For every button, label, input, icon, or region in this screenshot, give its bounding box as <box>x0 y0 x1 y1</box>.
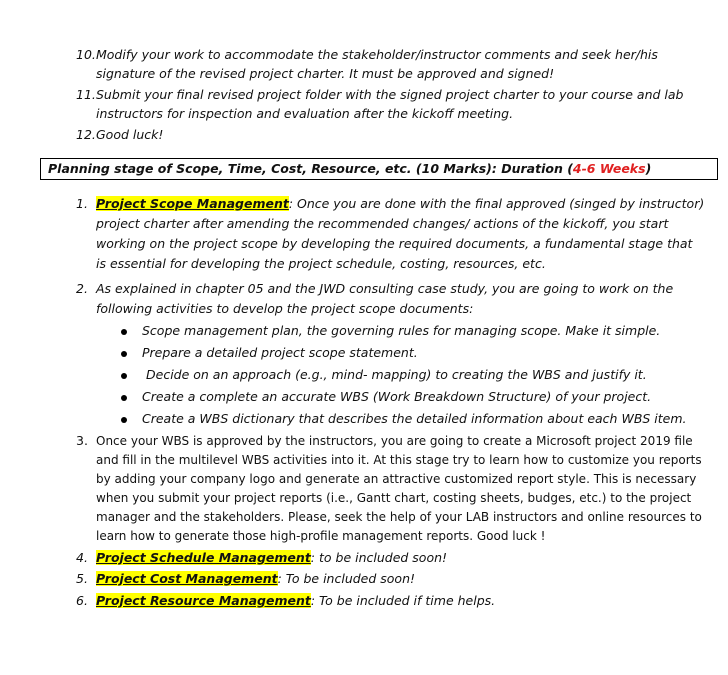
item-3-line-2: and fill in the multilevel WBS activities into it. At this stage try to learn how to customize you reports <box>96 453 702 467</box>
item-number: 1. <box>76 196 88 211</box>
item-2-line-2: following activities to develop the project scope documents: <box>96 301 474 316</box>
item-6-line <box>96 592 495 610</box>
duration-text: 4-6 Weeks <box>572 161 646 176</box>
item-10-line-1: Modify your work to accommodate the stakeholder/instructor comments and seek her/his <box>96 47 658 62</box>
item-11-line-2: instructors for inspection and evaluation after the kickoff meeting. <box>96 106 514 121</box>
item-number: 4. <box>76 550 88 565</box>
bullet-item: Prepare a detailed project scope statement. <box>142 345 418 360</box>
bullet-icon <box>121 395 127 401</box>
item-10-line-2: signature of the revised project charter. It must be approved and signed! <box>96 66 555 81</box>
item-3-line-3: by adding your company logo and generate an attractive customized report style. This is necessary <box>96 472 697 486</box>
highlight-schedule-management: Project Schedule Management <box>96 550 311 565</box>
item-3-line-5: manager and the stakeholders. Please, seek the help of your LAB instructors and online resources to <box>96 510 702 524</box>
item-number: 6. <box>76 593 88 608</box>
item-number: 11. <box>76 87 96 102</box>
section-header-close: ) <box>645 161 652 176</box>
bullet-icon <box>121 373 127 379</box>
section-header <box>40 158 718 180</box>
item-3-line-6: learn how to generate those high-profile management reports. Good luck ! <box>96 529 546 543</box>
highlight-resource-management: Project Resource Management <box>96 593 311 608</box>
item-number: 3. <box>76 433 88 448</box>
item-4-text: : to be included soon! <box>310 550 448 565</box>
item-number: 5. <box>76 571 88 586</box>
item-number: 2. <box>76 281 88 296</box>
item-number: 10. <box>76 47 96 62</box>
item-12-line-1: Good luck! <box>96 127 164 142</box>
bullet-item: Create a WBS dictionary that describes the detailed information about each WBS item. <box>142 411 687 426</box>
item-1-line-3: working on the project scope by developing the required documents, a fundamental stage that <box>96 236 693 251</box>
highlight-cost-management: Project Cost Management <box>96 571 278 586</box>
highlight-scope-management: Project Scope Management <box>96 196 289 211</box>
bullet-item: Decide on an approach (e.g., mind- mapping) to creating the WBS and justify it. <box>146 367 647 382</box>
bullet-icon <box>121 417 127 423</box>
item-5-text: : To be included soon! <box>277 571 416 586</box>
item-11-line-1: Submit your final revised project folder with the signed project charter to your course and lab <box>96 87 684 102</box>
item-5-line <box>96 570 415 588</box>
bullet-icon <box>121 329 127 335</box>
bullet-icon <box>121 351 127 357</box>
bullet-item: Create a complete an accurate WBS (Work Breakdown Structure) of your project. <box>142 389 652 404</box>
item-3-line-4: when you submit your project reports (i.e., Gantt chart, costing sheets, budges, etc.) to the project <box>96 491 692 505</box>
item-6-text: : To be included if time helps. <box>310 593 496 608</box>
bullet-item: Scope management plan, the governing rules for managing scope. Make it simple. <box>142 323 661 338</box>
section-header-text: Planning stage of Scope, Time, Cost, Resource, etc. (10 Marks): Duration ( <box>48 161 573 176</box>
item-3-line-1: Once your WBS is approved by the instructors, you are going to create a Microsoft project 2019 file <box>96 434 693 448</box>
item-number: 12. <box>76 127 96 142</box>
item-2-line-1: As explained in chapter 05 and the JWD consulting case study, you are going to work on the <box>96 281 674 296</box>
item-1-text: : Once you are done with the final approved (singed by instructor) <box>288 196 705 211</box>
item-1-line-4: is essential for developing the project schedule, costing, resources, etc. <box>96 256 546 271</box>
item-1-line-1 <box>96 195 704 213</box>
item-1-line-2: project charter after amending the recommended changes/ actions of the kickoff, you start <box>96 216 669 231</box>
item-4-line <box>96 549 447 567</box>
